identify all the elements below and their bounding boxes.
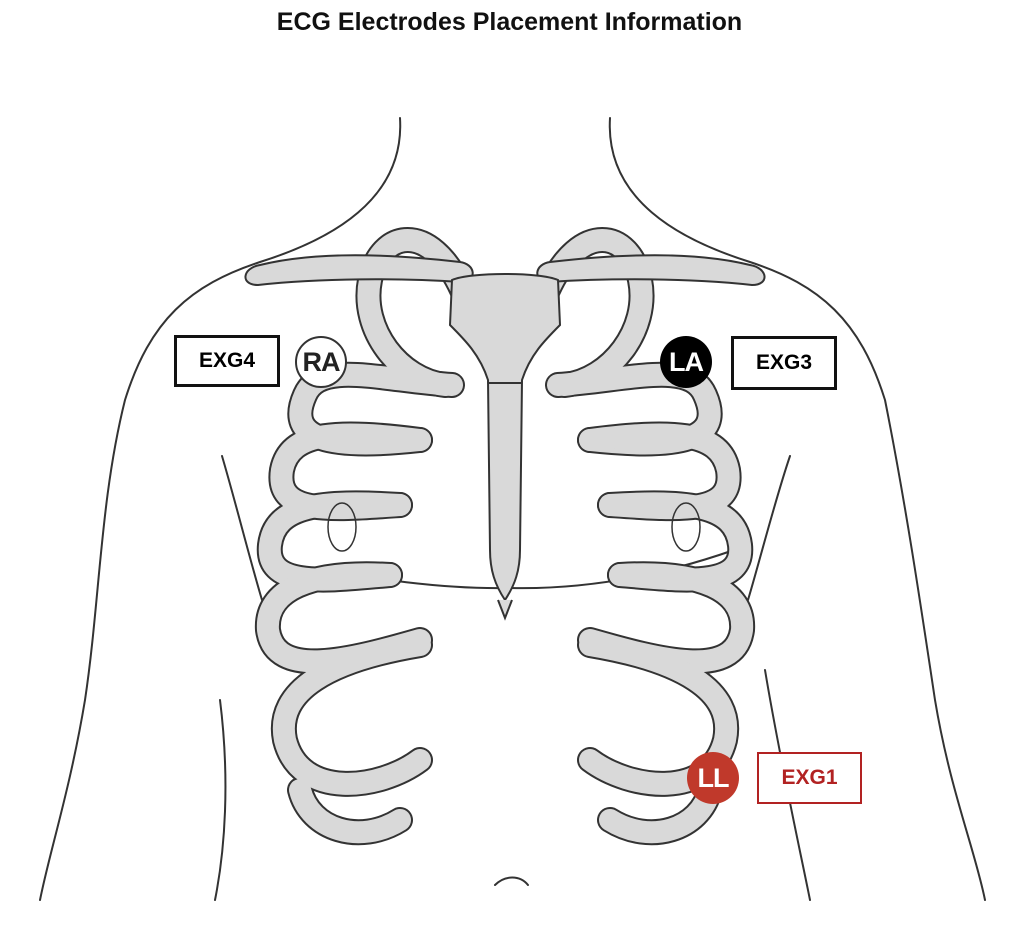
diagram-title: ECG Electrodes Placement Information: [276, 8, 743, 36]
ll-electrode: LL: [687, 752, 739, 804]
sternum: [450, 274, 560, 618]
la-electrode: LA: [660, 336, 712, 388]
la-channel-box: EXG3: [731, 336, 837, 390]
ra-channel-box: EXG4: [174, 335, 280, 387]
ra-electrode: RA: [295, 336, 347, 388]
ll-channel-box: EXG1: [757, 752, 862, 804]
